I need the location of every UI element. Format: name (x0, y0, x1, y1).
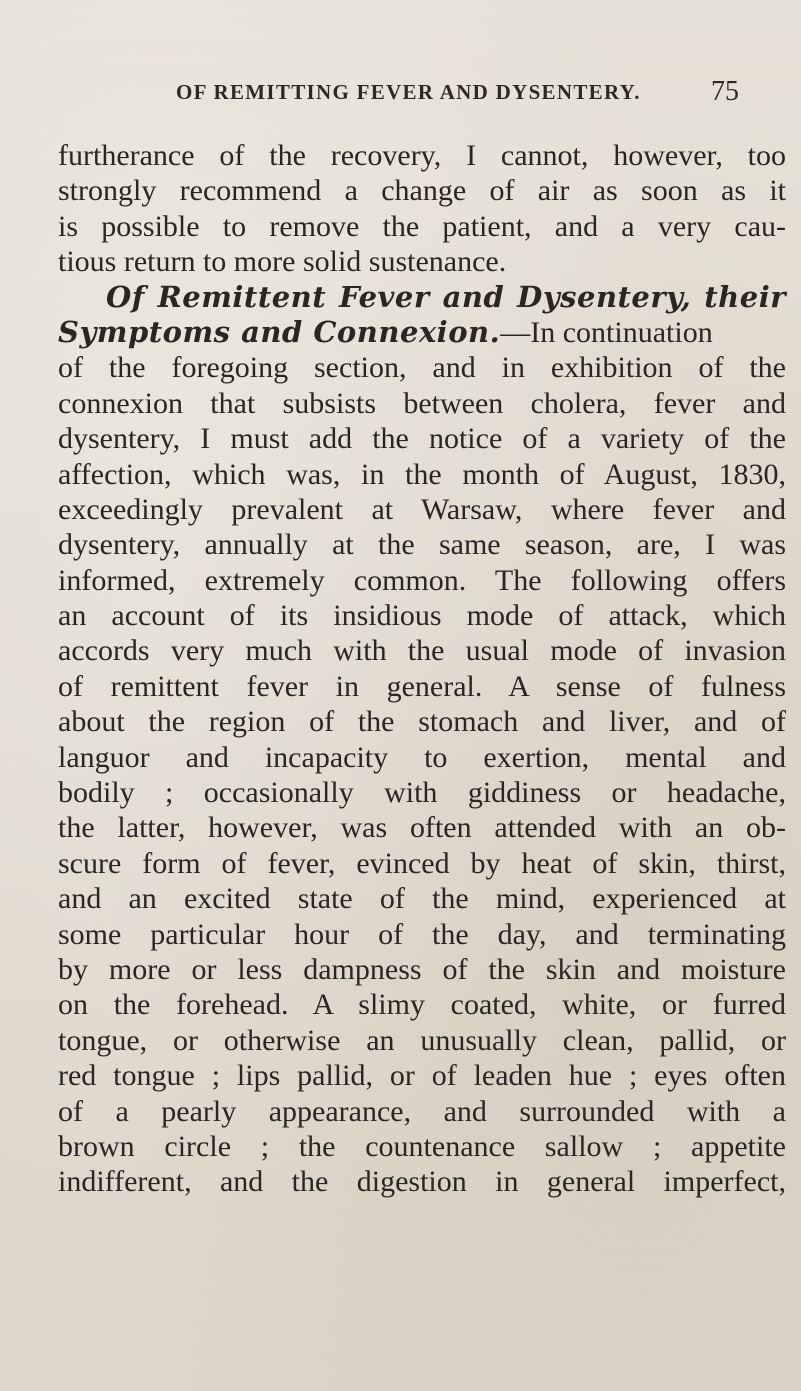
text-line: scure form of fever, evinced by heat of skin, thirst, (58, 846, 786, 880)
running-title: OF REMITTING FEVER AND DYSENTERY. (176, 80, 641, 104)
text-line: connexion that subsists between cholera, fever and (58, 386, 786, 420)
text-line: and an excited state of the mind, experienced at (58, 882, 786, 916)
section-heading-line (58, 315, 786, 350)
text-line: the latter, however, was often attended with an ob- (58, 811, 786, 845)
text-line: exceedingly prevalent at Warsaw, where fever and (58, 492, 786, 526)
text-line: affection, which was, in the month of August, 1830, (58, 457, 786, 491)
text-line: by more or less dampness of the skin and moisture (58, 952, 786, 986)
page-number: 75 (711, 76, 739, 107)
text-line: dysentery, I must add the notice of a variety of the (58, 422, 786, 456)
text-line: furtherance of the recovery, I cannot, however, too (58, 139, 786, 172)
section-heading-blackletter: Of Remittent Fever and Dysentery, their (106, 279, 786, 314)
text-line: indifferent, and the digestion in general imperfect, (58, 1165, 786, 1199)
text-line: accords very much with the usual mode of invasion (58, 634, 786, 668)
running-head (0, 76, 801, 110)
body-text (58, 138, 786, 1200)
text-line: strongly recommend a change of air as soon as it (58, 174, 786, 208)
text-line: an account of its insidious mode of attack, which (58, 599, 786, 633)
heading-continuation: —In continuation (500, 315, 713, 349)
text-line: about the region of the stomach and liver, and of (58, 705, 786, 739)
text-line: tious return to more solid sustenance. (58, 245, 507, 279)
text-line: some particular hour of the day, and terminating (58, 917, 786, 951)
section-heading-line (58, 280, 786, 315)
text-line: red tongue ; lips pallid, or of leaden hue ; eyes often (58, 1059, 786, 1093)
text-line: informed, extremely common. The following offers (58, 563, 786, 597)
text-line: of a pearly appearance, and surrounded with a (58, 1094, 786, 1128)
text-line: tongue, or otherwise an unusually clean, pallid, or (58, 1023, 786, 1057)
text-line: languor and incapacity to exertion, mental and (58, 740, 786, 774)
text-line: bodily ; occasionally with giddiness or headache, (58, 776, 786, 810)
section-heading-blackletter: Symptoms and Connexion. (58, 314, 501, 349)
text-line: on the forehead. A slimy coated, white, or furred (58, 988, 786, 1022)
text-line: dysentery, annually at the same season, are, I was (58, 528, 786, 562)
text-line: is possible to remove the patient, and a very cau- (58, 209, 786, 243)
text-line: brown circle ; the countenance sallow ; appetite (58, 1129, 786, 1163)
text-line: of the foregoing section, and in exhibition of the (58, 351, 786, 385)
text-line: of remittent fever in general. A sense of fulness (58, 669, 786, 703)
